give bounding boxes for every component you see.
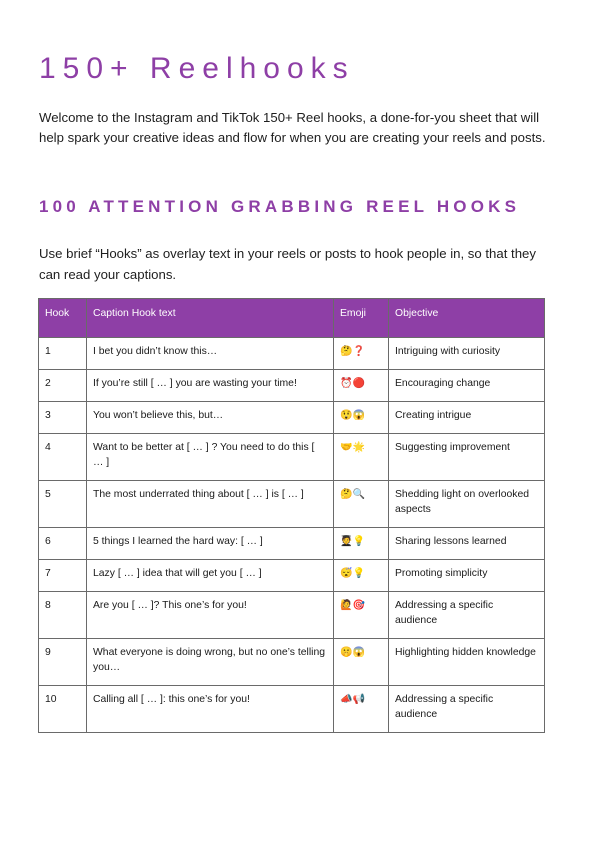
hook-text: You won’t believe this, but… [87, 402, 334, 434]
table-row [39, 592, 545, 639]
hook-text: Calling all [ … ]: this one’s for you! [87, 686, 334, 733]
table-row [39, 686, 545, 733]
header-objective: Objective [389, 299, 545, 338]
hook-objective: Suggesting improvement [389, 434, 545, 481]
table-row [39, 370, 545, 402]
hook-text: I bet you didn’t know this… [87, 338, 334, 370]
hook-number: 10 [39, 686, 87, 733]
hook-emoji: 😴💡 [334, 560, 389, 592]
hook-objective: Promoting simplicity [389, 560, 545, 592]
page-title: 150+ Reelhooks [39, 52, 355, 85]
hook-number: 8 [39, 592, 87, 639]
hook-emoji: 😲😱 [334, 402, 389, 434]
hooks-table [38, 298, 545, 733]
hook-number: 3 [39, 402, 87, 434]
hook-number: 6 [39, 528, 87, 560]
hook-text: Lazy [ … ] idea that will get you [ … ] [87, 560, 334, 592]
hook-objective: Addressing a specific audience [389, 592, 545, 639]
hook-emoji: 🤫😱 [334, 639, 389, 686]
hook-objective: Creating intrigue [389, 402, 545, 434]
usage-paragraph: Use brief “Hooks” as overlay text in your reels or posts to hook people in, so that they can read your captions. [39, 246, 536, 282]
hook-text: Are you [ … ]? This one’s for you! [87, 592, 334, 639]
hook-emoji: ⏰🔴 [334, 370, 389, 402]
hook-emoji: 🤝🌟 [334, 434, 389, 481]
hook-number: 4 [39, 434, 87, 481]
intro-paragraph: Welcome to the Instagram and TikTok 150+ Reel hooks, a done-for-you sheet that will help spark your creative ideas and flow for when you are creating your reels and posts. [39, 110, 546, 145]
section-heading: 100 ATTENTION GRABBING REEL HOOKS [39, 197, 521, 216]
hook-text: If you’re still [ … ] you are wasting your time! [87, 370, 334, 402]
table-row [39, 481, 545, 528]
table-row [39, 338, 545, 370]
hook-emoji: 🤔🔍 [334, 481, 389, 528]
hook-number: 5 [39, 481, 87, 528]
hook-number: 7 [39, 560, 87, 592]
hook-text: The most underrated thing about [ … ] is [ … ] [87, 481, 334, 528]
table-row [39, 434, 545, 481]
hook-emoji: 🤔❓ [334, 338, 389, 370]
hook-text: 5 things I learned the hard way: [ … ] [87, 528, 334, 560]
header-emoji: Emoji [334, 299, 389, 338]
hook-text: Want to be better at [ … ] ? You need to do this [ … ] [87, 434, 334, 481]
hook-number: 2 [39, 370, 87, 402]
hook-number: 9 [39, 639, 87, 686]
table-row [39, 560, 545, 592]
hook-objective: Sharing lessons learned [389, 528, 545, 560]
hook-objective: Addressing a specific audience [389, 686, 545, 733]
hook-emoji: 📣📢 [334, 686, 389, 733]
header-hook: Hook [39, 299, 87, 338]
hook-objective: Encouraging change [389, 370, 545, 402]
table-row [39, 639, 545, 686]
table-header-row [39, 299, 545, 338]
header-caption-hook-text: Caption Hook text [87, 299, 334, 338]
hook-objective: Shedding light on overlooked aspects [389, 481, 545, 528]
hook-number: 1 [39, 338, 87, 370]
table-row [39, 528, 545, 560]
hook-objective: Highlighting hidden knowledge [389, 639, 545, 686]
table-row [39, 402, 545, 434]
hook-text: What everyone is doing wrong, but no one’s telling you… [87, 639, 334, 686]
hook-objective: Intriguing with curiosity [389, 338, 545, 370]
hook-emoji: 🧑‍🎓💡 [334, 528, 389, 560]
hook-emoji: 🙋🎯 [334, 592, 389, 639]
